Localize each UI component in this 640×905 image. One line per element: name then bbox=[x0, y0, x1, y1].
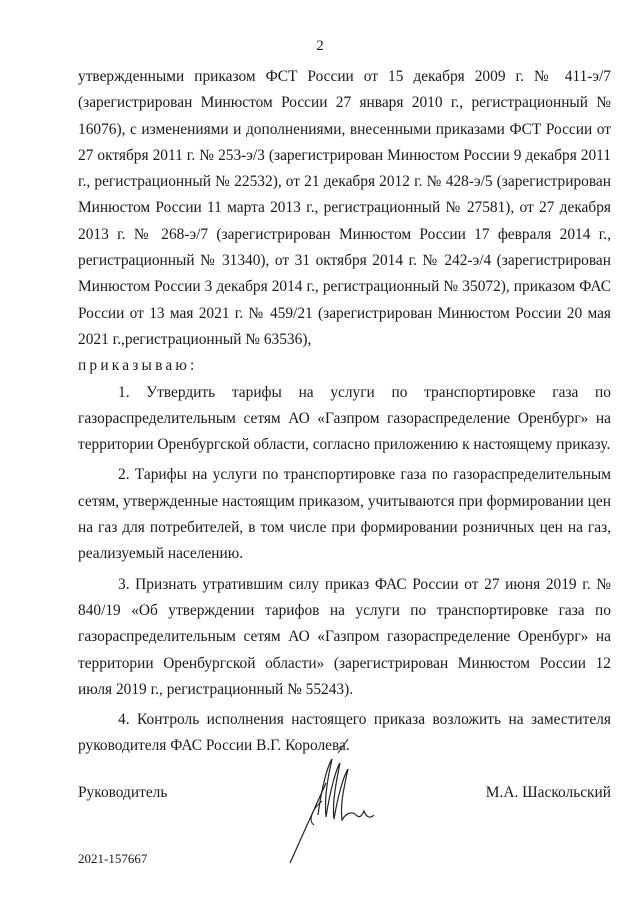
signatory-name: М.А. Шаскольский bbox=[485, 784, 611, 801]
document-body bbox=[78, 64, 611, 760]
document-number: 2021-157667 bbox=[78, 851, 148, 866]
page-number: 2 bbox=[316, 38, 324, 54]
signatory-title: Руководитель bbox=[78, 784, 168, 801]
order-item-1: 1. Утвердить тарифы на услуги по транспортировке газа по газораспределительным сетям АО «Газпром газораспределение Оренбург» на территории Оренбургской области, согласно приложению к настоящему приказу. bbox=[78, 383, 611, 454]
order-word: приказываю: bbox=[78, 357, 198, 375]
order-item-3: 3. Признать утратившим силу приказ ФАС России от 27 июня 2019 г. № 840/19 «Об утверждении тарифов на услуги по транспортировке газа по газораспределительным сетям АО «Газпром газораспределение Оренбург» на территории Оренбургской области» (зарегистрирован Минюстом России 12 июля 2019 г., регистрационный № 55243). bbox=[78, 575, 611, 698]
intro-paragraph: утвержденными приказом ФСТ России от 15 декабря 2009 г. № 411-э/7 (зарегистрирован Минюстом России 27 января 2010 г., регистрационный № 16076), с изменениями и дополнениями, внесенными приказами ФСТ России от 27 октября 2011 г. № 253-э/3 (зарегистрирован Минюстом России 9 декабря 2011 г., регистрационный № 22532), от 21 декабря 2012 г. № 428-э/5 (зарегистрирован Минюстом России 11 марта 2013 г., регистрационный № 27581), от 27 декабря 2013 г. № 268-э/7 (зарегистрирован Минюстом России 17 февраля 2014 г., регистрационный № 31340), от 31 октября 2014 г. № 242-э/4 (зарегистрирован Минюстом России 3 декабря 2014 г., регистрационный № 35072), приказом ФАС России от 13 мая 2021 г. № 459/21 (зарегистрирован Минюстом России 20 мая 2021 г.,регистрационный № 63536), bbox=[78, 68, 611, 348]
order-item-2: 2. Тарифы на услуги по транспортировке газа по газораспределительным сетям, утвержденные настоящим приказом, учитываются при формировании цен на газ для потребителей, в том числе при формировании розничных цен на газ, реализуемый населению. bbox=[78, 466, 611, 563]
handwritten-signature bbox=[282, 725, 382, 865]
order-item-4: 4. Контроль исполнения настоящего приказа возложить на заместителя руководителя ФАС России В.Г. Королева. bbox=[78, 711, 611, 755]
